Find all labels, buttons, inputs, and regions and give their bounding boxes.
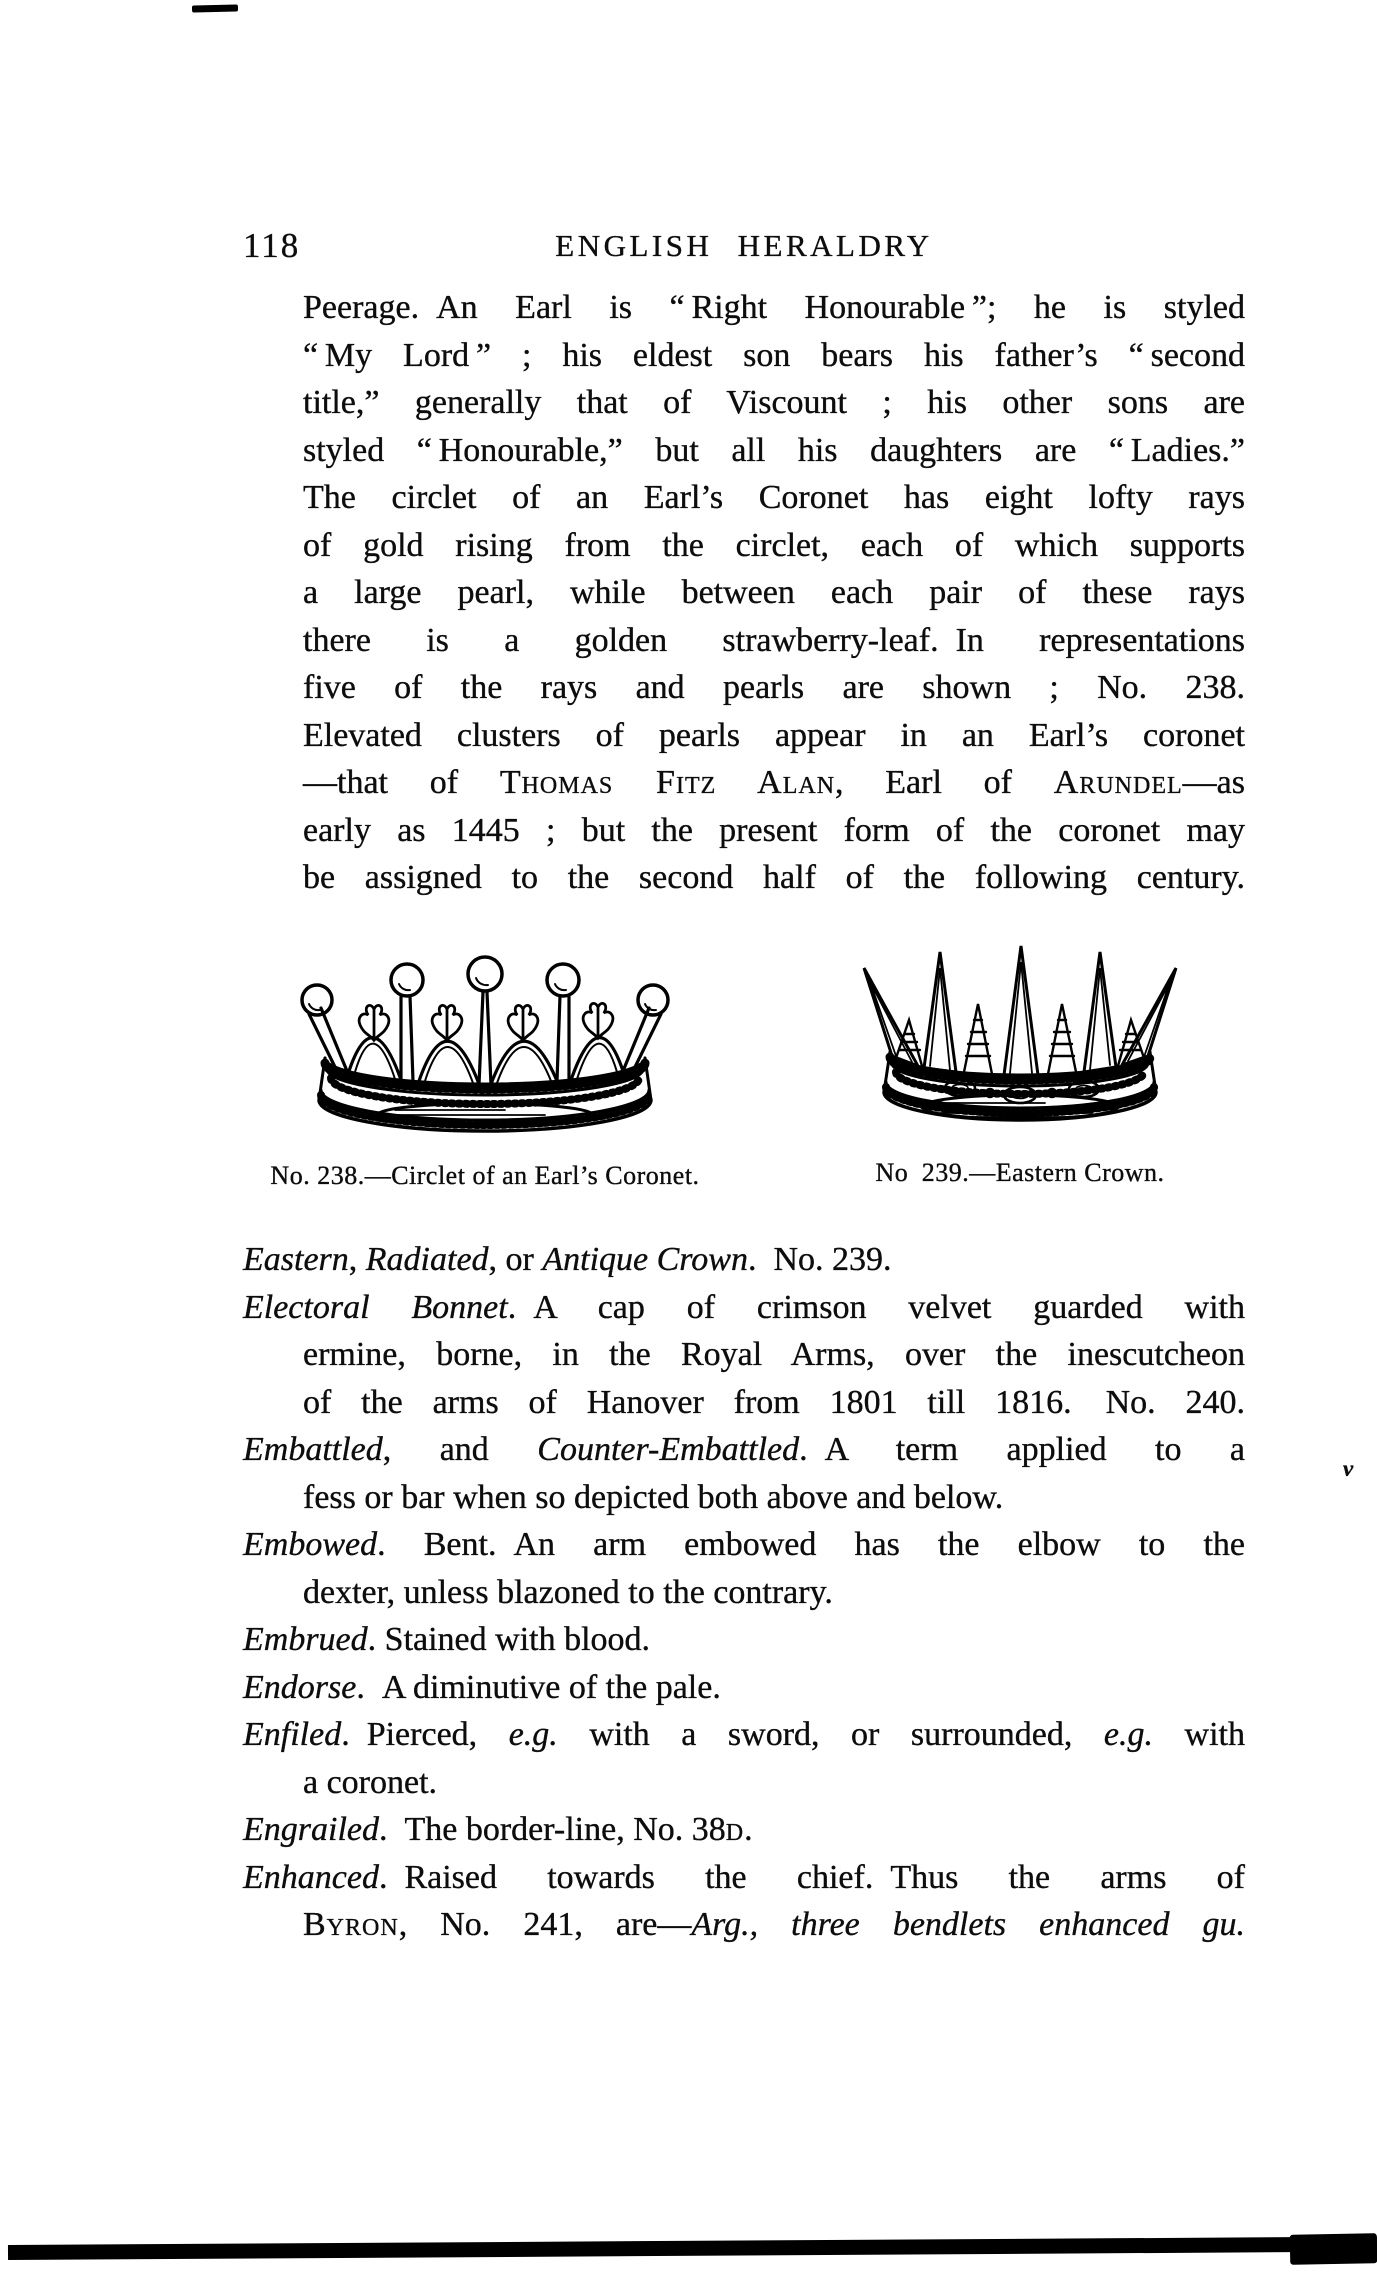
figure-caption: No. 238.—Circlet of an Earl’s Coronet. — [270, 1161, 700, 1190]
scan-edge-bar — [8, 2237, 1377, 2260]
figure-caption: No 239.—Eastern Crown. — [875, 1158, 1165, 1187]
glossary-section — [243, 1236, 1245, 1949]
text-run: , and — [382, 1431, 538, 1468]
text-run: Peerage. An Earl is “ Right Honourable ”; he is styled — [303, 289, 1245, 326]
text-run: there is a golden strawberry-leaf. In representations — [303, 621, 1245, 659]
text-run: “ My Lord ” ; his eldest son bears his father’s “ second — [303, 336, 1245, 374]
glossary-line — [243, 1379, 1245, 1427]
text-run: . A cap of crimson velvet guarded with — [507, 1288, 1246, 1326]
text-run: be assigned to the second half of the following century. — [303, 859, 1245, 896]
latin-abbrev: e.g. — [508, 1716, 558, 1753]
glossary-line — [243, 1426, 1245, 1474]
glossary-term: Counter-Embattled — [537, 1431, 800, 1468]
text-run: . — [744, 1811, 753, 1848]
paragraph-line — [303, 664, 1245, 712]
glossary-line — [243, 1759, 1245, 1807]
coronet-circlet — [319, 1058, 651, 1131]
text-run: . A diminutive of the pale. — [356, 1668, 721, 1706]
eastern-crown-illustration — [860, 944, 1180, 1144]
text-run: early as 1445 ; but the present form of the coronet may — [303, 811, 1245, 849]
text-run: . No. 239. — [747, 1241, 892, 1278]
text-run: a coronet. — [303, 1763, 438, 1801]
scan-edge-blob — [1290, 2233, 1377, 2265]
glossary-term: Enfiled — [243, 1716, 342, 1753]
paragraph-line — [303, 379, 1245, 427]
paragraph-line — [303, 569, 1245, 617]
ink-smudge — [192, 5, 238, 13]
blazon-text: Arg., three bendlets enhanced gu. — [691, 1906, 1245, 1943]
text-run: —as — [1182, 764, 1245, 801]
peerage-paragraph — [303, 284, 1245, 902]
glossary-term: Embrued — [243, 1621, 368, 1658]
text-run: dexter, unless blazoned to the contrary. — [303, 1573, 833, 1611]
glossary-line — [243, 1331, 1245, 1379]
text-run: , Earl of — [835, 764, 1054, 801]
text-run: styled “ Honourable,” but all his daughters are “ Ladies.” — [303, 431, 1245, 469]
page-number: 118 — [243, 226, 301, 265]
earls-coronet-illustration — [295, 952, 675, 1147]
text-run: The circlet of an Earl’s Coronet has eight lofty rays — [303, 479, 1245, 516]
glossary-term: Eastern — [243, 1241, 349, 1278]
text-run: title,” generally that of Viscount ; his other sons are — [303, 384, 1245, 421]
text-run: . The border-line, No. 38 — [378, 1811, 726, 1848]
glossary-line — [243, 1901, 1245, 1949]
text-run: with — [1153, 1716, 1245, 1753]
small-caps-name: Arundel — [1053, 764, 1183, 801]
paragraph-line — [303, 474, 1245, 522]
text-run: . Raised towards the chief. Thus the arms of — [378, 1858, 1245, 1896]
text-run: , No. 241, are— — [398, 1906, 692, 1943]
paragraph-line — [303, 759, 1245, 807]
glossary-line — [243, 1806, 1245, 1854]
glossary-line — [243, 1521, 1245, 1569]
paragraph-line — [303, 712, 1245, 760]
glossary-term: Radiated — [365, 1241, 489, 1278]
paragraph-line — [303, 807, 1245, 855]
text-run: fess or bar when so depicted both above and below. — [303, 1478, 1004, 1516]
paragraph-line — [303, 617, 1245, 665]
text-run: of the arms of Hanover from 1801 till 1816. No. 240. — [303, 1383, 1245, 1421]
figure-238 — [250, 952, 720, 1191]
paragraph-line — [303, 427, 1245, 475]
text-run: of gold rising from the circlet, each of which supports — [303, 526, 1245, 564]
ink-mark: v — [1343, 1456, 1354, 1481]
small-caps-name: Thomas Fitz Alan — [499, 764, 836, 801]
small-caps-ref: d — [725, 1811, 745, 1848]
small-caps-name: Byron — [303, 1906, 399, 1943]
text-run: with a sword, or surrounded, — [557, 1716, 1104, 1753]
text-run: . Stained with blood. — [367, 1621, 651, 1658]
text-run: . Bent. An arm embowed has the elbow to the — [377, 1526, 1245, 1563]
text-run: . A term applied to a — [799, 1431, 1245, 1468]
glossary-line — [243, 1569, 1245, 1617]
paragraph-line — [303, 522, 1245, 570]
glossary-term: Electoral Bonnet — [243, 1288, 508, 1326]
figure-239 — [852, 944, 1188, 1188]
glossary-term: Antique Crown — [542, 1241, 748, 1278]
glossary-line — [243, 1664, 1245, 1712]
paragraph-line — [303, 332, 1245, 380]
text-run: , or — [488, 1241, 543, 1278]
glossary-term: Embowed — [243, 1526, 378, 1563]
text-run: a large pearl, while between each pair of these rays — [303, 574, 1245, 611]
text-run: ermine, borne, in the Royal Arms, over the inescutcheon — [303, 1336, 1245, 1373]
paragraph-line — [303, 854, 1245, 902]
glossary-line — [243, 1616, 1245, 1664]
front-rays — [864, 946, 1176, 1075]
text-run: —that of — [303, 764, 500, 801]
text-run: five of the rays and pearls are shown ; No. 238. — [303, 669, 1245, 706]
paragraph-line — [303, 284, 1245, 332]
text-run: . Pierced, — [341, 1716, 509, 1753]
text-run: Elevated clusters of pearls appear in an Earl’s coronet — [303, 716, 1245, 754]
glossary-line — [243, 1284, 1245, 1332]
glossary-term: Embattled — [243, 1431, 383, 1468]
glossary-term: Engrailed — [243, 1811, 379, 1848]
glossary-line — [243, 1474, 1245, 1522]
glossary-line — [243, 1236, 1245, 1284]
glossary-line — [243, 1854, 1245, 1902]
text-run: , — [348, 1241, 366, 1278]
strawberry-leaves — [359, 1003, 613, 1040]
running-title: ENGLISH HERALDRY — [555, 228, 933, 263]
glossary-line — [243, 1711, 1245, 1759]
glossary-term: Enhanced — [243, 1858, 379, 1896]
glossary-term: Endorse — [243, 1668, 357, 1706]
latin-abbrev: e.g. — [1103, 1716, 1154, 1753]
